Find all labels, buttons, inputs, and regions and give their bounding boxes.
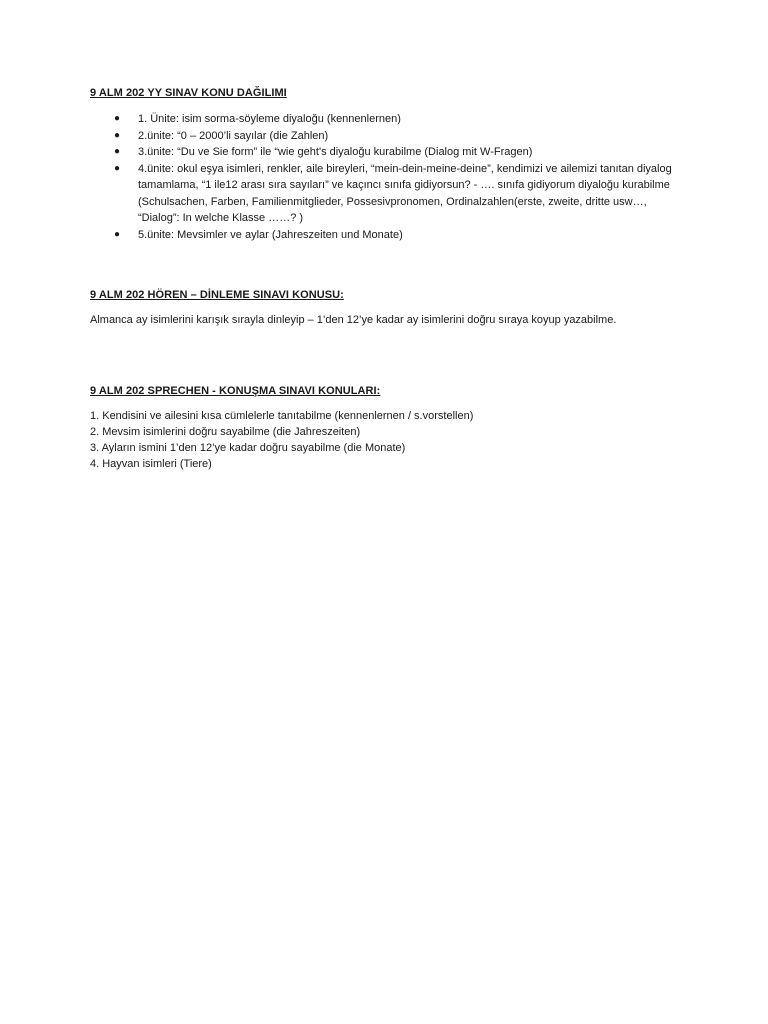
document-content <box>90 86 680 472</box>
list-item: ● 4.ünite: okul eşya isimleri, renkler, aile bireyleri, “mein-dein-meine-deine”, kendimizi ve ailemizi tanıtan diyalog tamamlama, “1 ile12 arası sıra sayıları” ve kaçıncı sınıfa gidiyorsun? - …. sınıfa gidiyorum diyaloğu kurabilme (Schulsachen, Farben, Familienmitglieder, Possesivpronomen, Ordinalzahlen(erste, zweite, dritte usw…, “Dialog”: In welche Klasse ……? ) <box>114 162 672 224</box>
section-horen-exam <box>90 288 680 328</box>
section-yy-exam-topics <box>90 86 680 243</box>
list-item: 2. Mevsim isimlerini doğru sayabilme (die Jahreszeiten) <box>90 426 361 438</box>
section-heading-sprechen: 9 ALM 202 SPRECHEN - KONUŞMA SINAVI KONULARI: <box>90 385 381 397</box>
list-item: 3. Ayların ismini 1’den 12’ye kadar doğru sayabilme (die Monate) <box>90 442 406 454</box>
bullet-icon: ● <box>114 228 121 240</box>
section-sprechen-exam <box>90 384 680 472</box>
sprechen-topic-list <box>90 408 680 472</box>
bullet-icon: ● <box>114 146 121 157</box>
list-item: 4. Hayvan isimleri (Tiere) <box>90 458 212 470</box>
list-item: 1. Kendisini ve ailesini kısa cümlelerle tanıtabilme (kennenlernen / s.vorstellen) <box>90 410 474 422</box>
list-item: ● 1. Ünite: isim sorma-söyleme diyaloğu (kennenlernen) <box>90 111 680 128</box>
bullet-icon: ● <box>114 113 121 124</box>
horen-description: Almanca ay isimlerini karışık sırayla dinleyip – 1’den 12’ye kadar ay isimlerini doğru sıraya koyup yazabilme. <box>90 314 617 326</box>
list-item: ● 2.ünite: “0 – 2000’li sayılar (die Zahlen) <box>90 128 680 145</box>
list-item: ● 3.ünite: “Du ve Sie form” ile “wie geht's diyaloğu kurabilme (Dialog mit W-Fragen) <box>90 144 680 161</box>
bullet-icon: ● <box>114 162 121 174</box>
unit-topic-list <box>90 111 680 243</box>
bullet-icon: ● <box>114 129 121 141</box>
list-item: ● 5.ünite: Mevsimler ve aylar (Jahreszeiten und Monate) <box>90 227 680 244</box>
section-heading-horen: 9 ALM 202 HÖREN – DİNLEME SINAVI KONUSU: <box>90 289 344 301</box>
section-heading-yy-exam: 9 ALM 202 YY SINAV KONU DAĞILIMI <box>90 87 287 99</box>
